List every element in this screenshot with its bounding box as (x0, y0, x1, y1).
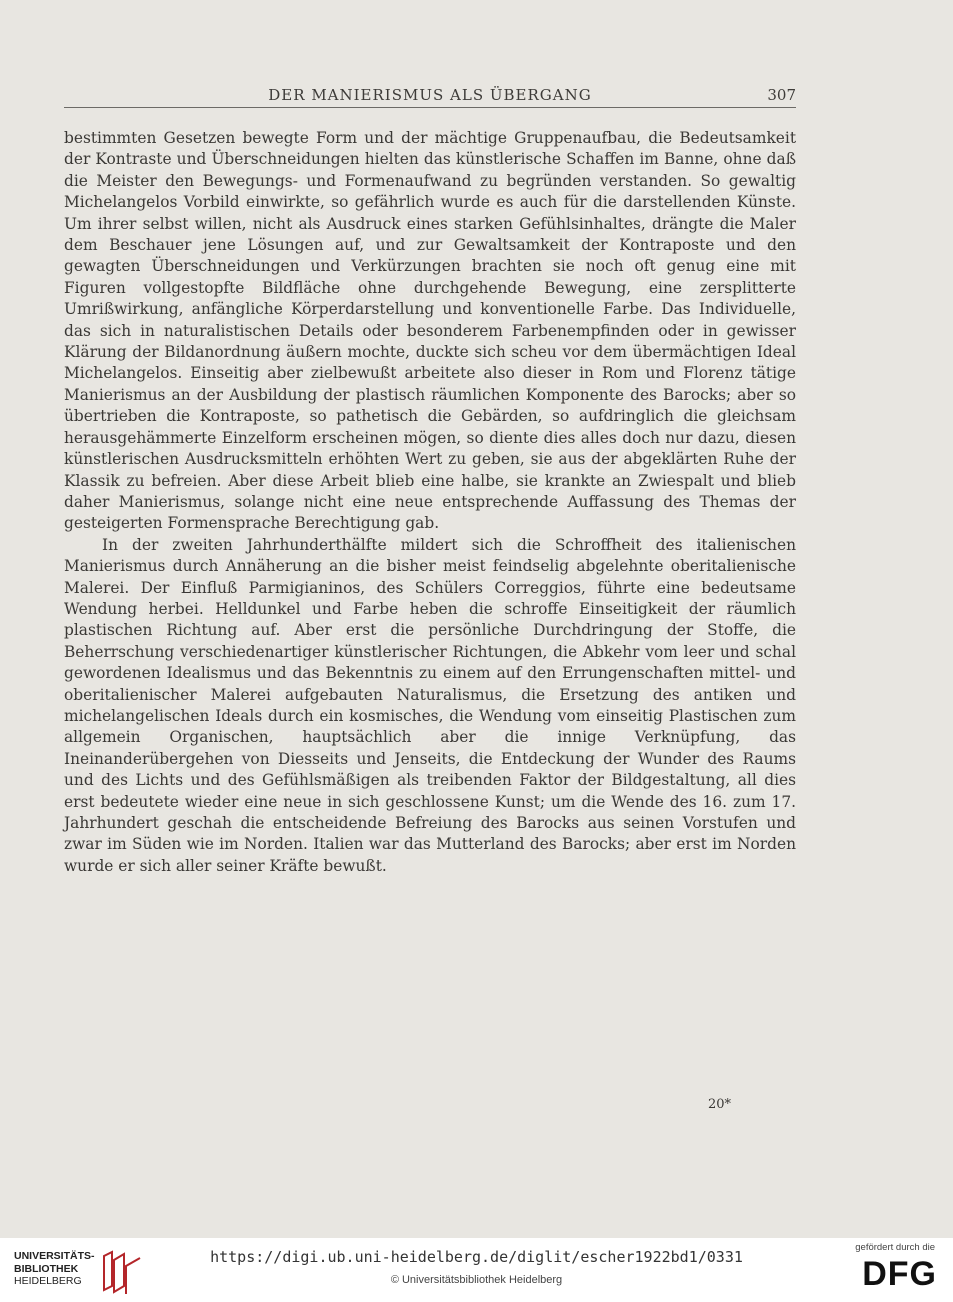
body-text (64, 128, 796, 877)
page-number: 307 (767, 86, 796, 104)
permalink-url[interactable]: https://digi.ub.uni-heidelberg.de/diglit/escher1922bd1/0331 (210, 1248, 743, 1266)
copyright-notice: © Universitätsbibliothek Heidelberg (390, 1274, 563, 1286)
signature-mark: 20* (708, 1097, 732, 1112)
dfg-logo: DFG (862, 1255, 937, 1293)
library-logo-line-2: BIBLIOTHEK (14, 1262, 79, 1275)
library-logo-line-1: UNIVERSITÄTS- (14, 1250, 95, 1262)
running-head (64, 86, 796, 108)
funding-caption: gefördert durch die (855, 1242, 935, 1253)
paragraph-1: bestimmten Gesetzen bewegte Form und der mächtige Gruppenaufbau, die Bedeutsamkeit der Kontraste und Überschneidungen hielten das künstlerische Schaffen im Banne, ohne daß die Meister den Bewegungs- und Formenaufwand zu begründen verstanden. So gewaltig Michelangelos Vorbild einwirkte, so gefährlich wurde es auch für die darstellenden Künste. Um ihrer selbst willen, nicht als Ausdruck eines starken Gefühlsinhaltes, drängte die Maler dem Beschauer jene Lösungen auf, und zur Gewaltsamkeit der Kontraposte und den gewagten Überschneidungen und Verkürzungen brachten sie noch oft genug eine mit Figuren vollgestopfte Bildfläche ohne durchgehende Bewegung, eine zersplitterte Umrißwirkung, anfängliche Körperdarstellung und konventionelle Farbe. Das Individuelle, das sich in naturalistischen Details oder besonderem Farbenempfinden oder in gewisser Klärung der Bildanordnung äußern mochte, duckte sich scheu vor dem übermächtigen Ideal Michelangelos. Einseitig aber zielbewußt arbeitete also dieser in Rom und Florenz tätige Manierismus an der Ausbildung der plastisch räumlichen Komponente des Barocks; aber so übertrieben die Kontraposte, so pathetisch die Gebärden, so aufdringlich die gleichsam herausgehämmerte Einzelform erscheinen mögen, so diente dies alles doch nur dazu, diesen künstlerischen Ausdrucksmitteln erhöhten Wert zu geben, sie aus der abgeklärten Ruhe der Klassik zu befreien. Aber diese Arbeit blieb eine halbe, sie krankte an Zwiespalt und blieb daher Manierismus, solange nicht eine neue entsprechende Auffassung des Themas der gesteigerten Formensprache Berechtigung gab. (64, 129, 796, 533)
paragraph-2: In der zweiten Jahrhunderthälfte mildert sich die Schroffheit des italienischen Manierismus durch Annäherung an die bisher meist feindselig abgelehnte oberitalienische Malerei. Der Einfluß Parmigianinos, des Schülers Correggios, führte eine bedeutsame Wendung herbei. Helldunkel und Farbe heben die schroffe Einseitigkeit der räumlich plastischen Richtung auf. Aber erst die persönliche Durchdringung der Stoffe, die Beherrschung verschiedenartiger künstlerischer Richtungen, die Abkehr vom leer und schal gewordenen Idealismus und das Bekenntnis zu einem auf den Errungenschaften mittel- und oberitalienischer Malerei aufgebauten Naturalismus, die Ersetzung des antiken und michelangelischen Ideals durch ein kosmisches, die Wendung vom einseitig Plastischen zum allgemein Organischen, hauptsächlich aber die innige Verknüpfung, das Ineinanderübergehen von Diesseits und Jenseits, die Entdeckung der Wunder des Raums und des Lichts und des Gefühlsmäßigen als treibenden Faktor der Bildgestaltung, all dies erst bedeutete wieder eine neue in sich geschlossene Kunst; um die Wende des 16. zum 17. Jahrhundert geschah die entscheidende Befreiung des Barocks aus seinen Vorstufen und zwar im Süden wie im Norden. Italien war das Mutterland des Barocks; aber erst im Norden wurde er sich aller seiner Kräfte bewußt. (64, 535, 796, 875)
running-title: DER MANIERISMUS ALS ÜBERGANG (268, 86, 592, 104)
footer-bar (0, 1238, 953, 1302)
library-logo-line-3: HEIDELBERG (14, 1275, 82, 1287)
dfg-funding-block[interactable] (843, 1242, 939, 1298)
header-rule (64, 107, 796, 108)
